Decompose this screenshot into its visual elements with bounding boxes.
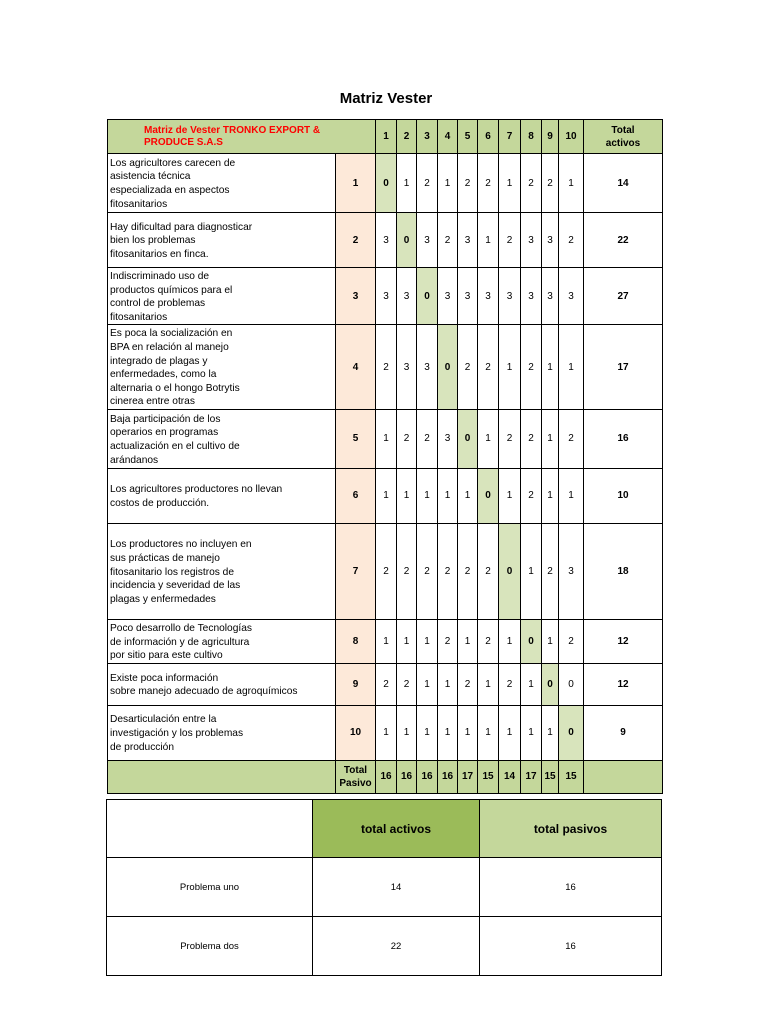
matrix-diagonal-cell: 0 (397, 213, 417, 268)
matrix-cell: 1 (499, 325, 521, 410)
problem-description-line: costos de producción. (110, 497, 210, 509)
total-pasivo-label-line: Total (343, 764, 368, 776)
matrix-cell: 1 (542, 325, 559, 410)
total-pasivo-cell: 15 (542, 760, 559, 793)
matrix-cell: 1 (438, 663, 458, 705)
summary-table (106, 799, 662, 976)
matrix-cell: 1 (559, 154, 584, 213)
col-header: 4 (438, 120, 458, 154)
matrix-cell: 3 (542, 213, 559, 268)
problem-description-line: control de problemas (110, 298, 206, 310)
matrix-corner-label (108, 120, 376, 154)
matrix-cell: 3 (458, 268, 478, 325)
matrix-diagonal-cell: 0 (417, 268, 438, 325)
matrix-cell: 1 (521, 663, 542, 705)
total-pasivo-cell: 16 (438, 760, 458, 793)
total-activos-cell: 14 (584, 154, 663, 213)
matrix-cell: 3 (559, 523, 584, 619)
problem-description-line: enfermedades, como la (110, 369, 217, 381)
problem-description-line: Los productores no incluyen en (110, 539, 252, 551)
total-pasivo-label-line: Pasivo (339, 777, 372, 789)
problem-description (108, 154, 336, 213)
summary-row-label: Problema uno (107, 858, 313, 917)
matrix-cell: 1 (417, 468, 438, 523)
total-pasivo-label (336, 760, 376, 793)
problem-description (108, 523, 336, 619)
matrix-row (108, 213, 663, 268)
matrix-row (108, 663, 663, 705)
matrix-cell: 1 (559, 325, 584, 410)
vester-matrix-table (107, 119, 663, 794)
problem-description (108, 705, 336, 760)
matrix-cell: 2 (559, 409, 584, 468)
matrix-cell: 3 (397, 268, 417, 325)
total-pasivo-row (108, 760, 663, 793)
page-title: Matriz Vester (339, 90, 433, 107)
problem-description-line: Baja participación de los (110, 413, 221, 425)
col-header: 3 (417, 120, 438, 154)
matrix-diagonal-cell: 0 (376, 154, 397, 213)
matrix-cell: 1 (417, 705, 438, 760)
matrix-diagonal-cell: 0 (542, 663, 559, 705)
total-activos-cell: 27 (584, 268, 663, 325)
matrix-diagonal-cell: 0 (521, 619, 542, 663)
col-header: 1 (376, 120, 397, 154)
matrix-cell: 1 (521, 705, 542, 760)
matrix-row (108, 523, 663, 619)
row-number: 6 (336, 468, 376, 523)
total-activos-cell: 18 (584, 523, 663, 619)
matrix-cell: 2 (417, 409, 438, 468)
problem-description (108, 409, 336, 468)
matrix-cell: 3 (376, 213, 397, 268)
matrix-cell: 1 (478, 409, 499, 468)
matrix-diagonal-cell: 0 (499, 523, 521, 619)
problem-description-line: por sitio para este cultivo (110, 650, 223, 662)
total-activos-header-line-1: Total (611, 124, 635, 136)
row-number: 9 (336, 663, 376, 705)
total-activos-cell: 12 (584, 663, 663, 705)
total-pasivo-blank (584, 760, 663, 793)
col-header: 2 (397, 120, 417, 154)
problem-description-line: Existe poca información (110, 672, 219, 684)
problem-description-line: cinerea entre otras (110, 396, 195, 408)
total-activos-header-line-2: activos (605, 137, 641, 149)
matrix-cell: 1 (376, 468, 397, 523)
matrix-cell: 1 (499, 154, 521, 213)
summary-empty-cell (107, 800, 313, 858)
matrix-cell: 2 (559, 619, 584, 663)
matrix-diagonal-cell: 0 (559, 705, 584, 760)
matrix-cell: 1 (458, 468, 478, 523)
matrix-diagonal-cell: 0 (438, 325, 458, 410)
matrix-cell: 2 (397, 523, 417, 619)
col-header: 7 (499, 120, 521, 154)
matrix-cell: 1 (499, 619, 521, 663)
matrix-cell: 3 (458, 213, 478, 268)
summary-header-row (107, 800, 662, 858)
summary-row (107, 917, 662, 976)
total-pasivo-cell: 17 (521, 760, 542, 793)
matrix-cell: 1 (397, 619, 417, 663)
matrix-cell: 2 (458, 325, 478, 410)
total-pasivo-cell: 16 (397, 760, 417, 793)
problem-description-line: Indiscriminado uso de (110, 271, 210, 282)
problem-description-line: operarios en programas (110, 427, 219, 439)
matrix-diagonal-cell: 0 (478, 468, 499, 523)
matrix-cell: 3 (438, 268, 458, 325)
col-header: 8 (521, 120, 542, 154)
problem-description-line: productos químicos para el (110, 284, 233, 296)
matrix-cell: 3 (417, 213, 438, 268)
summary-row (107, 858, 662, 917)
matrix-cell: 2 (521, 468, 542, 523)
matrix-cell: 1 (499, 705, 521, 760)
matrix-row (108, 154, 663, 213)
total-pasivo-cell: 16 (376, 760, 397, 793)
problem-description-line: plagas y enfermedades (110, 593, 216, 605)
problem-description-line: Hay dificultad para diagnosticar (110, 221, 253, 233)
total-activos-cell: 17 (584, 325, 663, 410)
total-activos-header (584, 120, 663, 154)
matrix-cell: 1 (478, 213, 499, 268)
total-pasivo-blank (108, 760, 336, 793)
problem-description-line: Los agricultores productores no llevan (110, 484, 283, 496)
row-number: 10 (336, 705, 376, 760)
matrix-cell: 3 (397, 325, 417, 410)
problem-description-line: BPA en relación al manejo (110, 341, 229, 353)
problem-description-line: actualización en el cultivo de (110, 440, 240, 452)
total-pasivo-cell: 15 (559, 760, 584, 793)
summary-row-pasivos: 16 (480, 858, 662, 917)
row-number: 8 (336, 619, 376, 663)
matrix-cell: 2 (376, 663, 397, 705)
matrix-row (108, 325, 663, 410)
row-number: 1 (336, 154, 376, 213)
matrix-row (108, 409, 663, 468)
corner-line-1: Matriz de Vester TRONKO EXPORT & (144, 124, 321, 136)
matrix-row (108, 619, 663, 663)
matrix-row (108, 268, 663, 325)
problem-description-line: investigación y los problemas (110, 727, 244, 739)
summary-row-activos: 14 (313, 858, 480, 917)
matrix-cell: 2 (478, 523, 499, 619)
matrix-cell: 2 (438, 523, 458, 619)
matrix-cell: 1 (521, 523, 542, 619)
problem-description-line: fitosanitarios (110, 311, 168, 323)
problem-description-line: arándanos (110, 454, 159, 466)
matrix-cell: 1 (438, 154, 458, 213)
matrix-cell: 2 (542, 523, 559, 619)
total-pasivo-cell: 14 (499, 760, 521, 793)
matrix-cell: 3 (499, 268, 521, 325)
matrix-cell: 1 (397, 468, 417, 523)
matrix-cell: 2 (417, 523, 438, 619)
matrix-cell: 2 (397, 663, 417, 705)
summary-row-activos: 22 (313, 917, 480, 976)
matrix-cell: 2 (478, 154, 499, 213)
problem-description-line: fitosanitario los registros de (110, 566, 235, 578)
matrix-cell: 2 (559, 213, 584, 268)
problem-description-line: Los agricultores carecen de (110, 157, 236, 169)
matrix-cell: 2 (478, 325, 499, 410)
matrix-cell: 1 (542, 468, 559, 523)
matrix-diagonal-cell: 0 (458, 409, 478, 468)
matrix-cell: 1 (397, 705, 417, 760)
problem-description-line: Es poca la socialización en (110, 328, 233, 340)
matrix-cell: 3 (542, 268, 559, 325)
total-pasivo-cell: 16 (417, 760, 438, 793)
matrix-cell: 2 (458, 663, 478, 705)
row-number: 7 (336, 523, 376, 619)
matrix-cell: 1 (376, 705, 397, 760)
total-pasivo-cell: 17 (458, 760, 478, 793)
matrix-cell: 2 (499, 213, 521, 268)
matrix-cell: 3 (438, 409, 458, 468)
problem-description-line: bien los problemas (110, 235, 196, 247)
matrix-cell: 2 (478, 619, 499, 663)
summary-row-label: Problema dos (107, 917, 313, 976)
problem-description (108, 268, 336, 325)
matrix-header-row (108, 120, 663, 154)
matrix-cell: 3 (521, 213, 542, 268)
total-activos-cell: 22 (584, 213, 663, 268)
total-activos-cell: 16 (584, 409, 663, 468)
matrix-cell: 3 (559, 268, 584, 325)
problem-description-line: sus prácticas de manejo (110, 553, 220, 565)
summary-header-pasivos: total pasivos (480, 800, 662, 858)
matrix-cell: 1 (559, 468, 584, 523)
matrix-cell: 3 (521, 268, 542, 325)
matrix-cell: 1 (478, 705, 499, 760)
matrix-row (108, 705, 663, 760)
row-number: 2 (336, 213, 376, 268)
matrix-cell: 1 (478, 663, 499, 705)
total-activos-cell: 12 (584, 619, 663, 663)
matrix-row (108, 468, 663, 523)
problem-description (108, 663, 336, 705)
matrix-cell: 2 (521, 325, 542, 410)
col-header: 5 (458, 120, 478, 154)
matrix-cell: 2 (458, 523, 478, 619)
matrix-cell: 1 (458, 705, 478, 760)
problem-description-line: Desarticulación entre la (110, 714, 217, 726)
matrix-cell: 1 (417, 663, 438, 705)
summary-row-pasivos: 16 (480, 917, 662, 976)
matrix-cell: 2 (521, 409, 542, 468)
matrix-cell: 2 (542, 154, 559, 213)
problem-description-line: alternaria o el hongo Botrytis (110, 382, 240, 394)
row-number: 4 (336, 325, 376, 410)
problem-description-line: integrado de plagas y (110, 355, 208, 367)
problem-description (108, 213, 336, 268)
matrix-cell: 2 (397, 409, 417, 468)
matrix-cell: 3 (478, 268, 499, 325)
problem-description-line: Poco desarrollo de Tecnologías (110, 622, 252, 634)
matrix-cell: 1 (542, 705, 559, 760)
col-header: 9 (542, 120, 559, 154)
summary-header-activos: total activos (313, 800, 480, 858)
matrix-cell: 1 (438, 468, 458, 523)
matrix-cell: 1 (397, 154, 417, 213)
total-activos-cell: 9 (584, 705, 663, 760)
matrix-cell: 2 (521, 154, 542, 213)
row-number: 3 (336, 268, 376, 325)
matrix-cell: 2 (499, 663, 521, 705)
matrix-cell: 0 (559, 663, 584, 705)
matrix-cell: 2 (438, 213, 458, 268)
matrix-cell: 2 (417, 154, 438, 213)
matrix-cell: 1 (376, 409, 397, 468)
problem-description-line: fitosanitarios en finca. (110, 248, 209, 260)
problem-description-line: de producción (110, 741, 175, 753)
problem-description-line: asistencia técnica (110, 171, 191, 183)
problem-description-line: de información y de agricultura (110, 636, 250, 648)
matrix-cell: 2 (438, 619, 458, 663)
row-number: 5 (336, 409, 376, 468)
matrix-cell: 1 (499, 468, 521, 523)
matrix-cell: 3 (376, 268, 397, 325)
matrix-cell: 2 (376, 523, 397, 619)
matrix-cell: 1 (542, 619, 559, 663)
matrix-cell: 3 (417, 325, 438, 410)
matrix-cell: 1 (376, 619, 397, 663)
problem-description (108, 468, 336, 523)
total-activos-cell: 10 (584, 468, 663, 523)
col-header: 10 (559, 120, 584, 154)
problem-description-line: incidencia y severidad de las (110, 580, 241, 592)
corner-line-2: PRODUCE S.A.S (144, 136, 223, 148)
matrix-cell: 2 (376, 325, 397, 410)
problem-description-line: sobre manejo adecuado de agroquímicos (110, 686, 298, 698)
total-pasivo-cell: 15 (478, 760, 499, 793)
matrix-cell: 2 (458, 154, 478, 213)
problem-description-line: fitosanitarios (110, 198, 168, 210)
problem-description (108, 325, 336, 410)
col-header: 6 (478, 120, 499, 154)
matrix-cell: 2 (499, 409, 521, 468)
matrix-cell: 1 (417, 619, 438, 663)
matrix-cell: 1 (458, 619, 478, 663)
problem-description-line: especializada en aspectos (110, 185, 230, 196)
problem-description (108, 619, 336, 663)
matrix-cell: 1 (542, 409, 559, 468)
matrix-cell: 1 (438, 705, 458, 760)
